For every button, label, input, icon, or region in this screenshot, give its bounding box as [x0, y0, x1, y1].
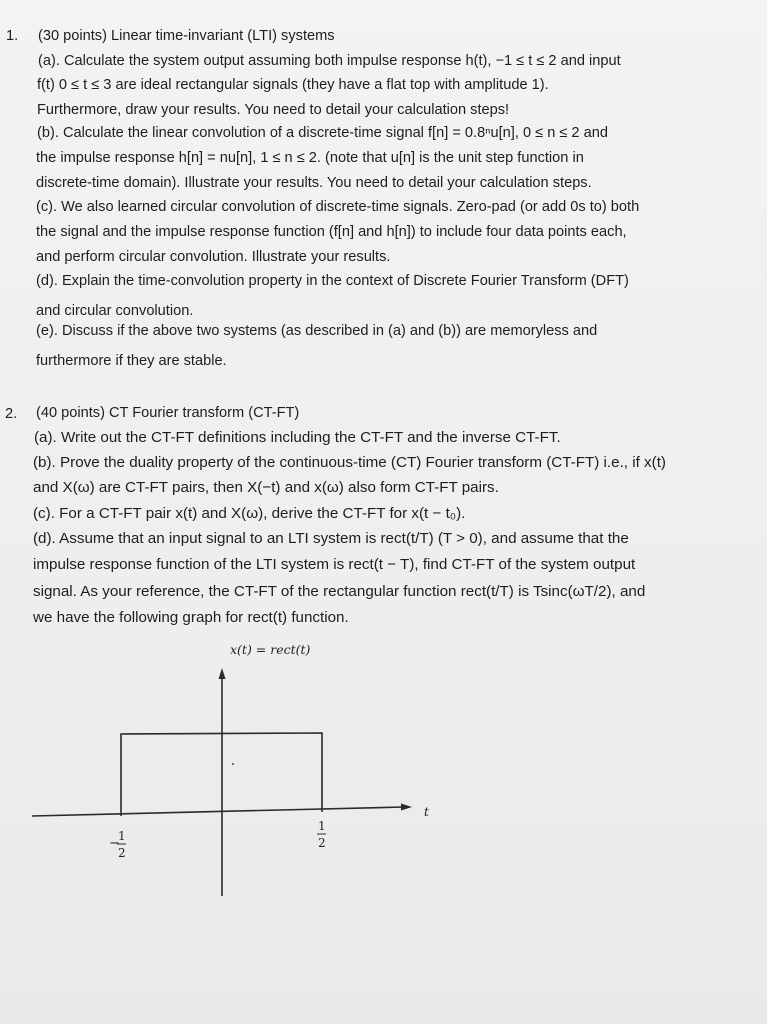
q1-number: 1.: [6, 28, 19, 44]
q1-line-1: (30 points) Linear time-invariant (LTI) systems: [38, 28, 335, 44]
q1-line-10: and perform circular convolution. Illustrate your results.: [36, 249, 391, 265]
q2-line-2: (a). Write out the CT-FT definitions including the CT-FT and the inverse CT-FT.: [34, 429, 561, 446]
q1-line-4: Furthermore, draw your results. You need to detail your calculation steps!: [37, 102, 510, 118]
q1-line-14: furthermore if they are stable.: [36, 353, 227, 369]
q1-line-7: discrete-time domain). Illustrate your results. You need to detail your calculation steps.: [36, 175, 592, 191]
tick-left-sign: −: [109, 836, 120, 851]
q1-line-13: (e). Discuss if the above two systems (as described in (a) and (b)) are memoryless and: [36, 323, 598, 339]
q2-number: 2.: [5, 406, 18, 422]
q1-line-9: the signal and the impulse response function (f[n] and h[n]) to include four data points each,: [36, 224, 627, 240]
x-axis: [32, 807, 404, 816]
q1-line-3: f(t) 0 ≤ t ≤ 3 are ideal rectangular signals (they have a flat top with amplitude 1).: [37, 77, 549, 93]
q1-line-6: the impulse response h[n] = nu[n], 1 ≤ n ≤ 2. (note that u[n] is the unit step function in: [36, 150, 584, 166]
stray-dot: [232, 763, 234, 765]
tick-right-numerator: 1: [318, 819, 326, 833]
q2-line-6: (d). Assume that an input signal to an LTI system is rect(t/T) (T > 0), and assume that the: [33, 530, 629, 547]
q1-line-2: (a). Calculate the system output assuming both impulse response h(t), −1 ≤ t ≤ 2 and input: [38, 53, 621, 69]
graph-title: x(t) = rect(t): [230, 642, 311, 657]
q2-line-1: (40 points) CT Fourier transform (CT-FT): [36, 405, 300, 421]
q1-line-5: (b). Calculate the linear convolution of a discrete-time signal f[n] = 0.8ⁿu[n], 0 ≤ n ≤ 2 and: [37, 125, 608, 141]
q1-line-12: and circular convolution.: [36, 303, 194, 319]
tick-right-denominator: 2: [318, 836, 326, 850]
q2-line-3: (b). Prove the duality property of the continuous-time (CT) Fourier transform (CT-FT) i.e., if x(t): [33, 454, 666, 471]
x-axis-arrow: [401, 804, 412, 811]
rect-function-graph: [20, 636, 450, 906]
y-axis-arrow: [219, 668, 226, 679]
q2-line-8: signal. As your reference, the CT-FT of the rectangular function rect(t/T) is Tsinc(ωT/2), and: [33, 583, 646, 600]
q2-line-9: we have the following graph for rect(t) function.: [33, 609, 349, 626]
q2-line-7: impulse response function of the LTI system is rect(t − T), find CT-FT of the system output: [33, 556, 636, 573]
q1-line-11: (d). Explain the time-convolution property in the context of Discrete Fourier Transform (DFT): [36, 273, 629, 289]
tick-left-denominator: 2: [118, 846, 126, 860]
q1-line-8: (c). We also learned circular convolution of discrete-time signals. Zero-pad (or add 0s to) both: [36, 199, 640, 215]
x-axis-label: t: [424, 805, 429, 819]
q2-line-4: and X(ω) are CT-FT pairs, then X(−t) and x(ω) also form CT-FT pairs.: [33, 479, 499, 496]
q2-line-5: (c). For a CT-FT pair x(t) and X(ω), derive the CT-FT for x(t − t₀).: [33, 505, 466, 522]
tick-left-numerator: 1: [118, 829, 126, 843]
